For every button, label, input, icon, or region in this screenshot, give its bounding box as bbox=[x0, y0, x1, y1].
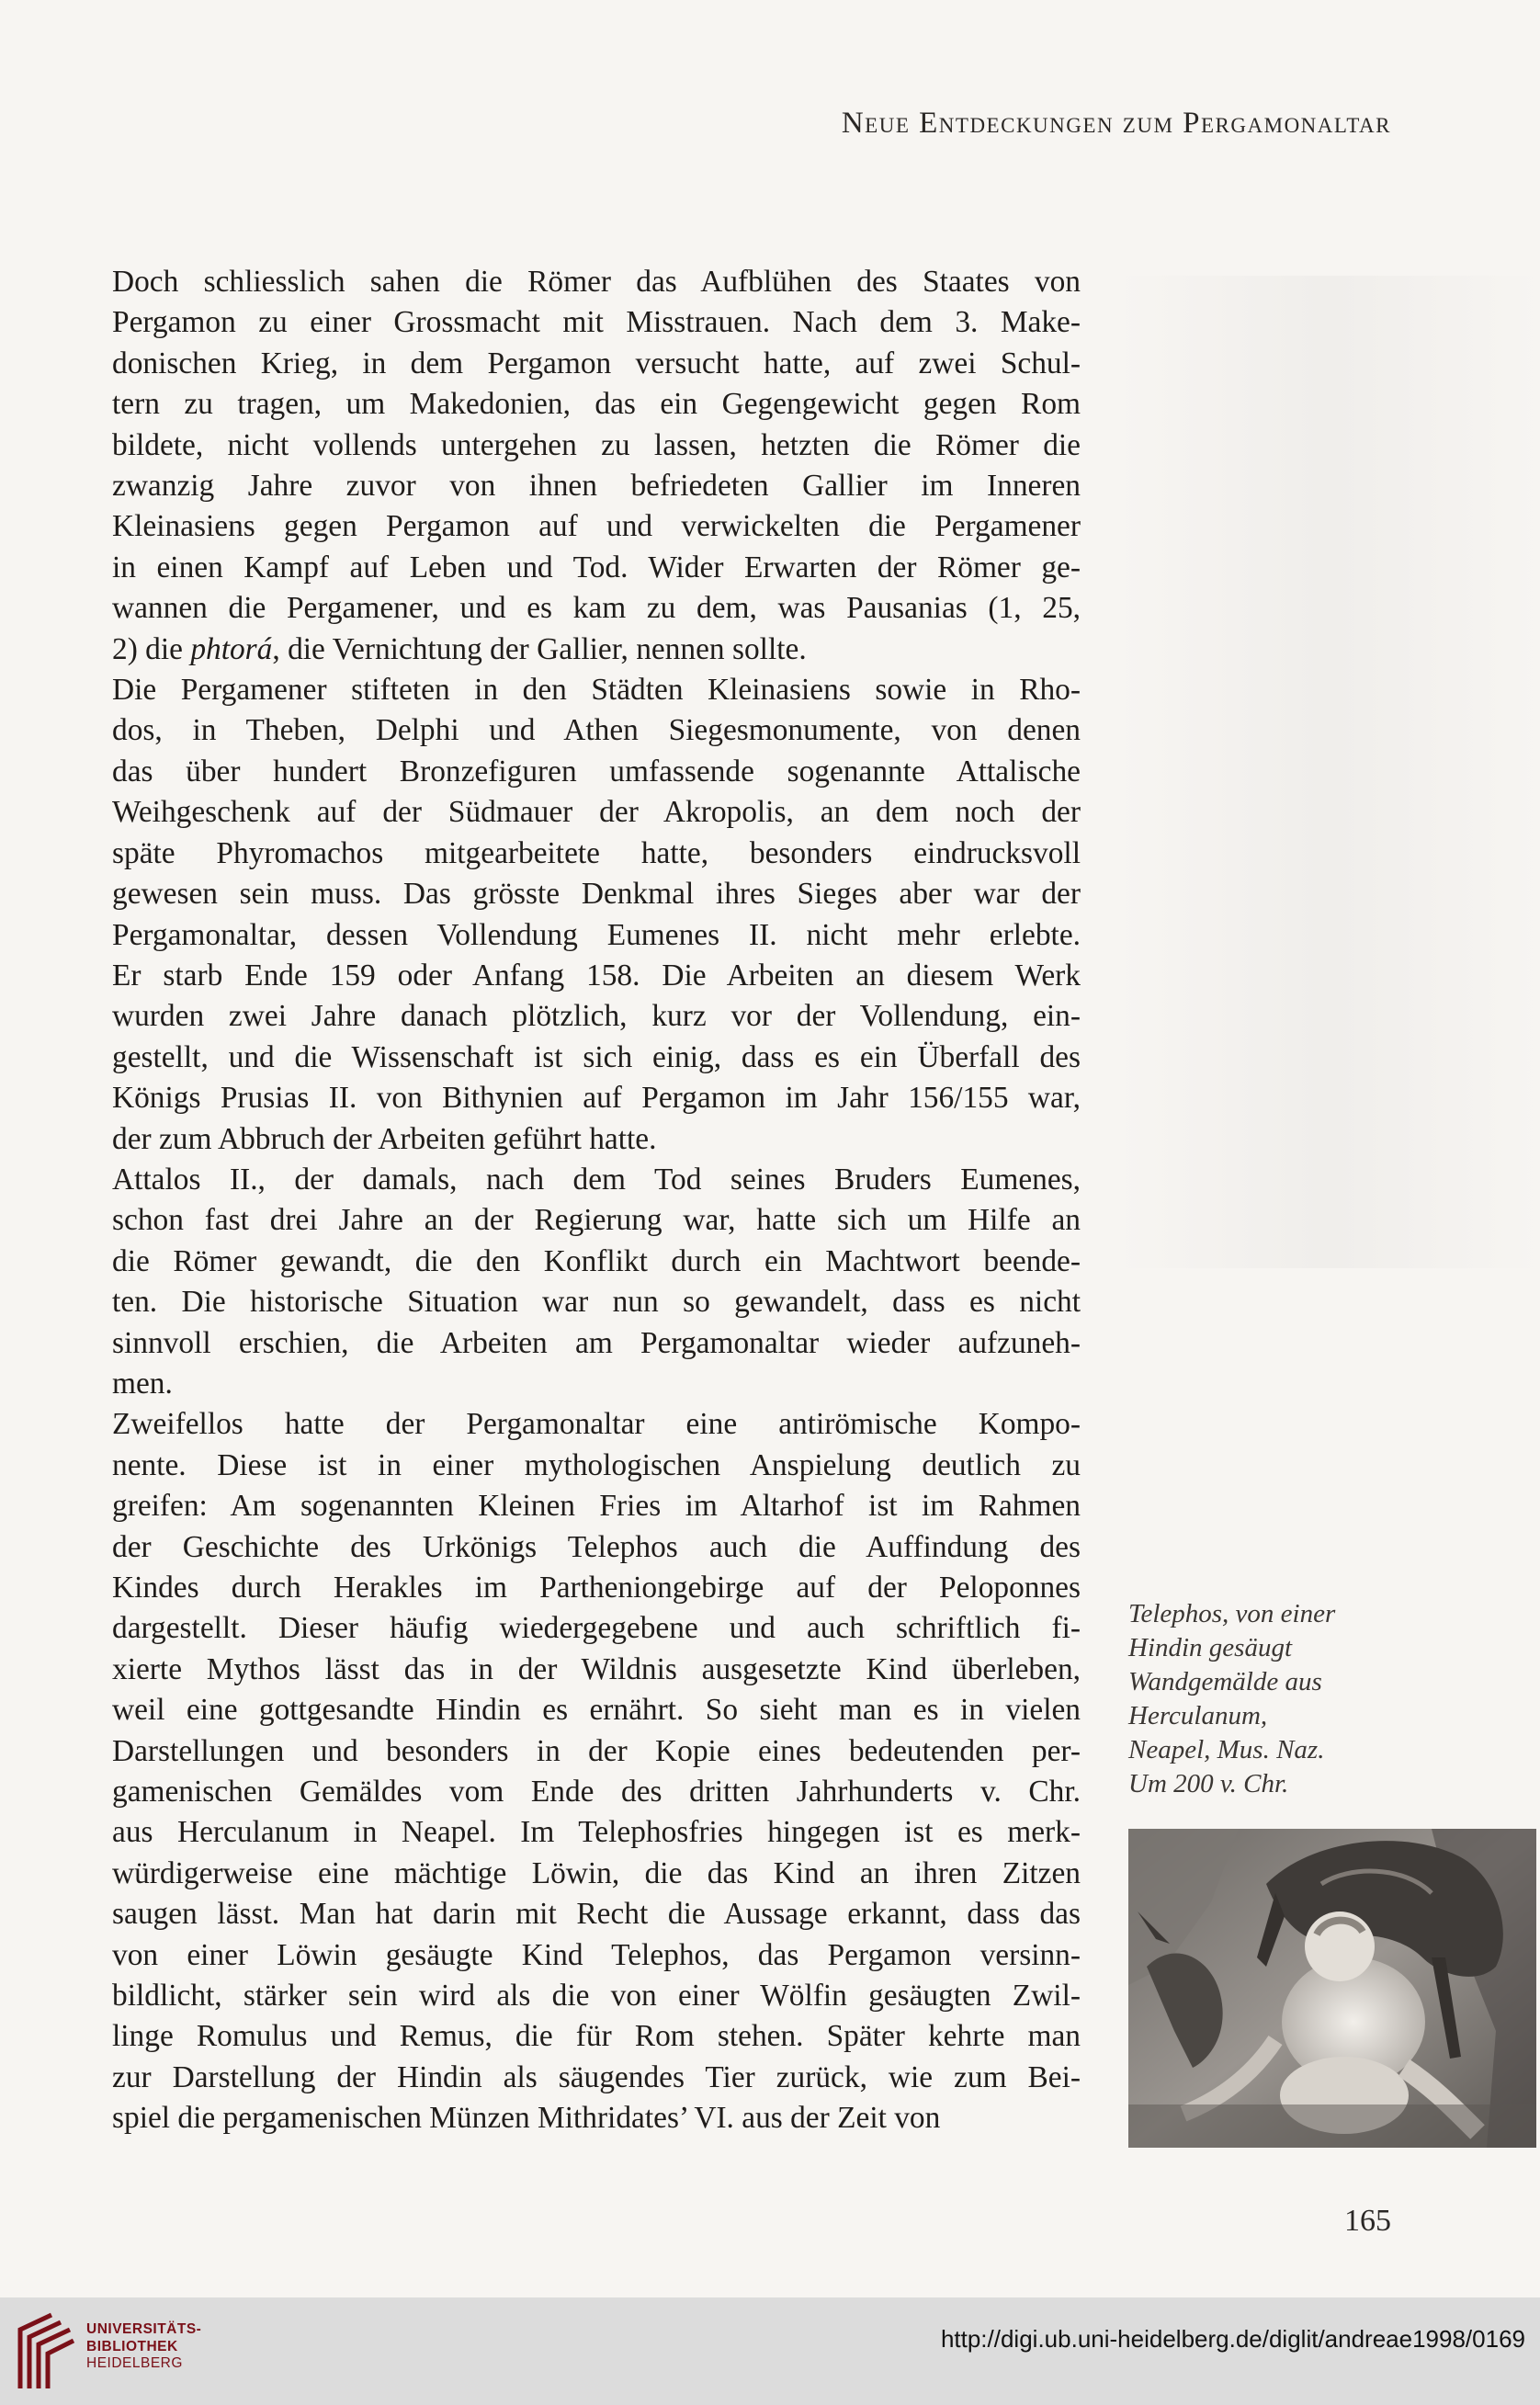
text-line: bildlicht, stärker sein wird als die von einer Wölfin gesäugten Zwil- bbox=[112, 1979, 1081, 2014]
scan-shading bbox=[1117, 276, 1540, 1268]
text-line: Darstellungen und besonders in der Kopie eines bedeutenden per- bbox=[112, 1733, 1081, 1768]
text-line: in einen Kampf auf Leben und Tod. Wider Erwarten der Römer ge- bbox=[112, 550, 1081, 584]
text-line: Pergamonaltar, dessen Vollendung Eumenes II. nicht mehr erlebte. bbox=[112, 917, 1081, 952]
text-line: Kleinasiens gegen Pergamon auf und verwickelten die Pergamener bbox=[112, 509, 1081, 544]
text-line: dargestellt. Dieser häufig wiedergegebene und auch schriftlich fi- bbox=[112, 1611, 1081, 1646]
page-number: 165 bbox=[1344, 2204, 1391, 2238]
italic-term: phtorá bbox=[190, 631, 273, 666]
text-line: saugen lässt. Man hat darin mit Recht die Aussage erkannt, dass das bbox=[112, 1897, 1081, 1932]
text-line: ten. Die historische Situation war nun so gewandelt, dass es nicht bbox=[112, 1285, 1081, 1320]
text-line bbox=[112, 630, 1081, 670]
text-fragment: , die Vernichtung der Gallier, nennen sollte. bbox=[272, 631, 807, 666]
paragraph bbox=[112, 1404, 1081, 2138]
caption-line: Herculanum, bbox=[1128, 1701, 1268, 1730]
caption-line: Um 200 v. Chr. bbox=[1128, 1769, 1289, 1798]
caption-line: Telephos, von einer bbox=[1128, 1599, 1336, 1628]
caption-line: Wandgemälde aus bbox=[1128, 1667, 1322, 1696]
text-line: gewesen sein muss. Das grösste Denkmal ihres Sieges aber war der bbox=[112, 877, 1081, 912]
fresco-illustration bbox=[1128, 1829, 1536, 2148]
text-line: Königs Prusias II. von Bithynien auf Pergamon im Jahr 156/155 war, bbox=[112, 1081, 1081, 1116]
library-name-line: BIBLIOTHEK bbox=[86, 2338, 178, 2354]
text-line: dos, in Theben, Delphi und Athen Siegesmonumente, von denen bbox=[112, 713, 1081, 748]
caption-line: Neapel, Mus. Naz. bbox=[1128, 1735, 1325, 1764]
figure-caption bbox=[1128, 1597, 1404, 1801]
library-name bbox=[86, 2321, 201, 2373]
text-line: aus Herculanum in Neapel. Im Telephosfries hingegen ist es merk- bbox=[112, 1815, 1081, 1850]
caption-line: Hindin gesäugt bbox=[1128, 1633, 1293, 1662]
text-line: schon fast drei Jahre an der Regierung war, hatte sich um Hilfe an bbox=[112, 1203, 1081, 1238]
telephos-fresco-image bbox=[1128, 1829, 1536, 2148]
text-line: Attalos II., der damals, nach dem Tod seines Bruders Eumenes, bbox=[112, 1162, 1081, 1197]
text-line: greifen: Am sogenannten Kleinen Fries im Altarhof ist im Rahmen bbox=[112, 1489, 1081, 1524]
text-line: spiel die pergamenischen Münzen Mithridates’ VI. aus der Zeit von bbox=[112, 2101, 941, 2136]
text-line: Weihgeschenk auf der Südmauer der Akropolis, an dem noch der bbox=[112, 795, 1081, 830]
text-line: tern zu tragen, um Makedonien, das ein Gegengewicht gegen Rom bbox=[112, 387, 1081, 422]
text-line: zwanzig Jahre zuvor von ihnen befriedeten Gallier im Inneren bbox=[112, 469, 1081, 504]
text-line: von einer Löwin gesäugte Kind Telephos, das Pergamon versinn- bbox=[112, 1937, 1081, 1972]
text-line: der Geschichte des Urkönigs Telephos auch die Auffindung des bbox=[112, 1529, 1081, 1564]
text-line: Doch schliesslich sahen die Römer das Aufblühen des Staates von bbox=[112, 265, 1081, 299]
text-line: men. bbox=[112, 1366, 173, 1401]
text-fragment: 2) die bbox=[112, 631, 191, 666]
text-line: die Römer gewandt, die den Konflikt durch ein Machtwort beende- bbox=[112, 1243, 1081, 1278]
text-line: Er starb Ende 159 oder Anfang 158. Die Arbeiten an diesem Werk bbox=[112, 958, 1081, 993]
paragraph bbox=[112, 1160, 1081, 1404]
text-line: xierte Mythos lässt das in der Wildnis ausgesetzte Kind überleben, bbox=[112, 1651, 1081, 1686]
library-name-line: UNIVERSITÄTS- bbox=[86, 2321, 202, 2337]
text-line: das über hundert Bronzefiguren umfassende sogenannte Attalische bbox=[112, 754, 1081, 788]
text-line: weil eine gottgesandte Hindin es ernährt. So sieht man es in vielen bbox=[112, 1693, 1081, 1728]
source-url-link[interactable]: http://digi.ub.uni-heidelberg.de/diglit/andreae1998/0169 bbox=[940, 2325, 1525, 2353]
text-line: wannen die Pergamener, und es kam zu dem, was Pausanias (1, 25, bbox=[112, 591, 1081, 626]
text-line: gestellt, und die Wissenschaft ist sich einig, dass es ein Überfall des bbox=[112, 1039, 1081, 1074]
text-line: wurden zwei Jahre danach plötzlich, kurz vor der Vollendung, ein- bbox=[112, 999, 1081, 1034]
library-logo-icon bbox=[15, 2311, 77, 2392]
text-line: Die Pergamener stifteten in den Städten Kleinasiens sowie in Rho- bbox=[112, 673, 1081, 708]
text-line: Zweifellos hatte der Pergamonaltar eine antirömische Kompo- bbox=[112, 1407, 1081, 1442]
text-line: bildete, nicht vollends untergehen zu lassen, hetzten die Römer die bbox=[112, 427, 1081, 462]
body-text bbox=[112, 262, 1081, 2139]
text-line: sinnvoll erschien, die Arbeiten am Pergamonaltar wieder aufzuneh- bbox=[112, 1325, 1081, 1360]
paragraph bbox=[112, 262, 1081, 670]
text-line: zur Darstellung der Hindin als säugendes Tier zurück, wie zum Bei- bbox=[112, 2059, 1081, 2094]
text-line: würdigerweise eine mächtige Löwin, die das Kind an ihren Zitzen bbox=[112, 1855, 1081, 1890]
text-line: gamenischen Gemäldes vom Ende des dritten Jahrhunderts v. Chr. bbox=[112, 1775, 1081, 1809]
text-line: linge Romulus und Remus, die für Rom stehen. Später kehrte man bbox=[112, 2019, 1081, 2054]
library-name-line: HEIDELBERG bbox=[86, 2355, 183, 2371]
paragraph bbox=[112, 670, 1081, 1160]
text-line: donischen Krieg, in dem Pergamon versucht hatte, auf zwei Schul- bbox=[112, 346, 1081, 380]
text-line: Pergamon zu einer Grossmacht mit Misstrauen. Nach dem 3. Make- bbox=[112, 305, 1081, 340]
text-line: Kindes durch Herakles im Partheniongebirge auf der Peloponnes bbox=[112, 1571, 1081, 1605]
text-line: späte Phyromachos mitgearbeitete hatte, besonders eindrucksvoll bbox=[112, 835, 1081, 870]
running-head: Neue Entdeckungen zum Pergamonaltar bbox=[841, 107, 1391, 140]
text-line: der zum Abbruch der Arbeiten geführt hatte. bbox=[112, 1121, 657, 1156]
text-line: nente. Diese ist in einer mythologischen Anspielung deutlich zu bbox=[112, 1447, 1081, 1482]
